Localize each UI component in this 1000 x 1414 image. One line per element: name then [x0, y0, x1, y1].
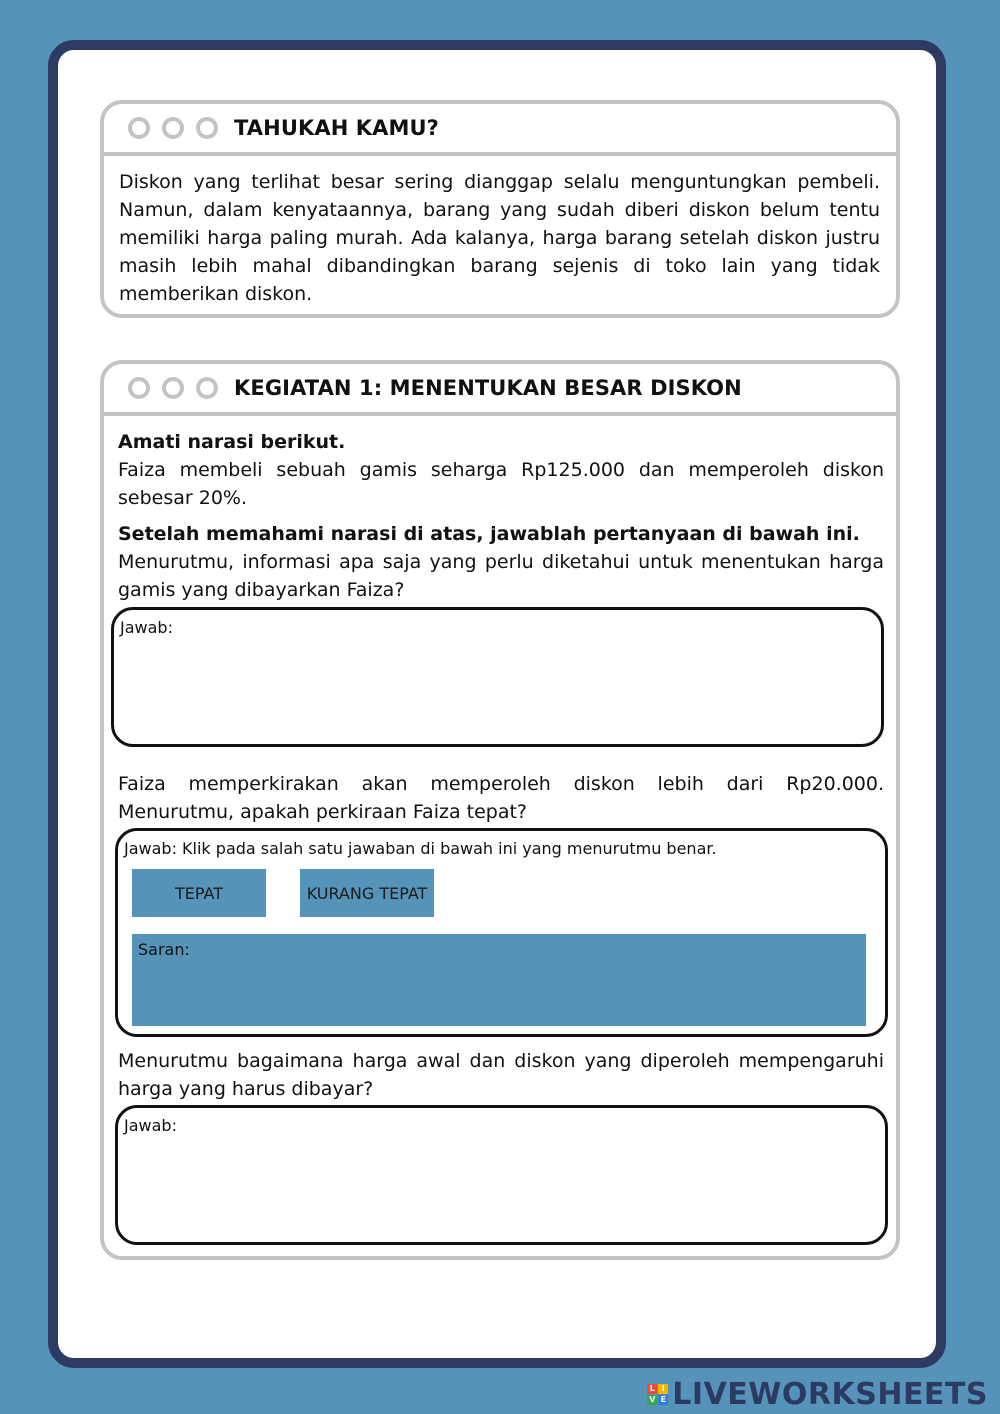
circle-icon [162, 377, 184, 399]
logo-letter: L [647, 1384, 657, 1394]
logo-text: LIVEWORKSHEETS [672, 1377, 988, 1412]
question-2: Faiza memperkirakan akan memperoleh diskon lebih dari Rp20.000. Menurutmu, apakah perkiraan Faiza tepat? [118, 773, 884, 823]
answer-1-box[interactable] [111, 607, 884, 747]
circle-icon [128, 117, 150, 139]
option-tepat-button[interactable]: TEPAT [132, 869, 266, 917]
observe-heading: Amati narasi berikut. [118, 431, 346, 453]
circle-icon [196, 117, 218, 139]
answer-2-label: Jawab: Klik pada salah satu jawaban di bawah ini yang menurutmu benar. [124, 839, 717, 858]
logo-letter: E [658, 1395, 668, 1405]
answer-3-label: Jawab: [124, 1116, 177, 1135]
question-1: Menurutmu, informasi apa saja yang perlu diketahui untuk menentukan harga gamis yang dibayarkan Faiza? [118, 551, 884, 601]
info-card-body [104, 156, 896, 308]
info-card-title: TAHUKAH KAMU? [234, 116, 439, 140]
option-kurang-tepat-button[interactable]: KURANG TEPAT [300, 869, 434, 917]
question-3-section [118, 1047, 884, 1103]
activity-card-header [104, 364, 896, 416]
liveworksheets-logo [647, 1377, 988, 1412]
logo-grid-icon [647, 1384, 668, 1405]
circle-icon [196, 377, 218, 399]
question-2-section [118, 770, 884, 826]
saran-label: Saran: [138, 940, 190, 959]
info-paragraph: Diskon yang terlihat besar sering dianggap selalu menguntungkan pembeli. Namun, dalam kenyataannya, barang yang sudah diberi diskon belum tentu memiliki harga paling murah. Ada kalanya, harga barang setelah diskon justru masih lebih mahal dibandingkan barang sejenis di toko lain yang tidak memberikan diskon. [119, 171, 880, 305]
circle-icon [128, 377, 150, 399]
info-card-header [104, 104, 896, 156]
info-card [100, 100, 900, 318]
narrative-text: Faiza membeli sebuah gamis seharga Rp125.000 dan memperoleh diskon sebesar 20%. [118, 459, 884, 509]
instruction-text: Setelah memahami narasi di atas, jawablah pertanyaan di bawah ini. [118, 523, 860, 545]
logo-letter: I [658, 1384, 668, 1394]
answer-3-box[interactable] [115, 1105, 888, 1245]
narrative-section [118, 428, 884, 604]
question-3: Menurutmu bagaimana harga awal dan diskon yang diperoleh mempengaruhi harga yang harus dibayar? [118, 1050, 884, 1100]
logo-letter: V [649, 1395, 656, 1404]
activity-card-title: KEGIATAN 1: MENENTUKAN BESAR DISKON [234, 376, 742, 400]
answer-1-label: Jawab: [120, 618, 173, 637]
circle-icon [162, 117, 184, 139]
activity-card [100, 360, 900, 1260]
window-dots [128, 117, 218, 139]
window-dots [128, 377, 218, 399]
saran-field[interactable] [132, 934, 866, 1026]
answer-2-box [115, 828, 888, 1037]
